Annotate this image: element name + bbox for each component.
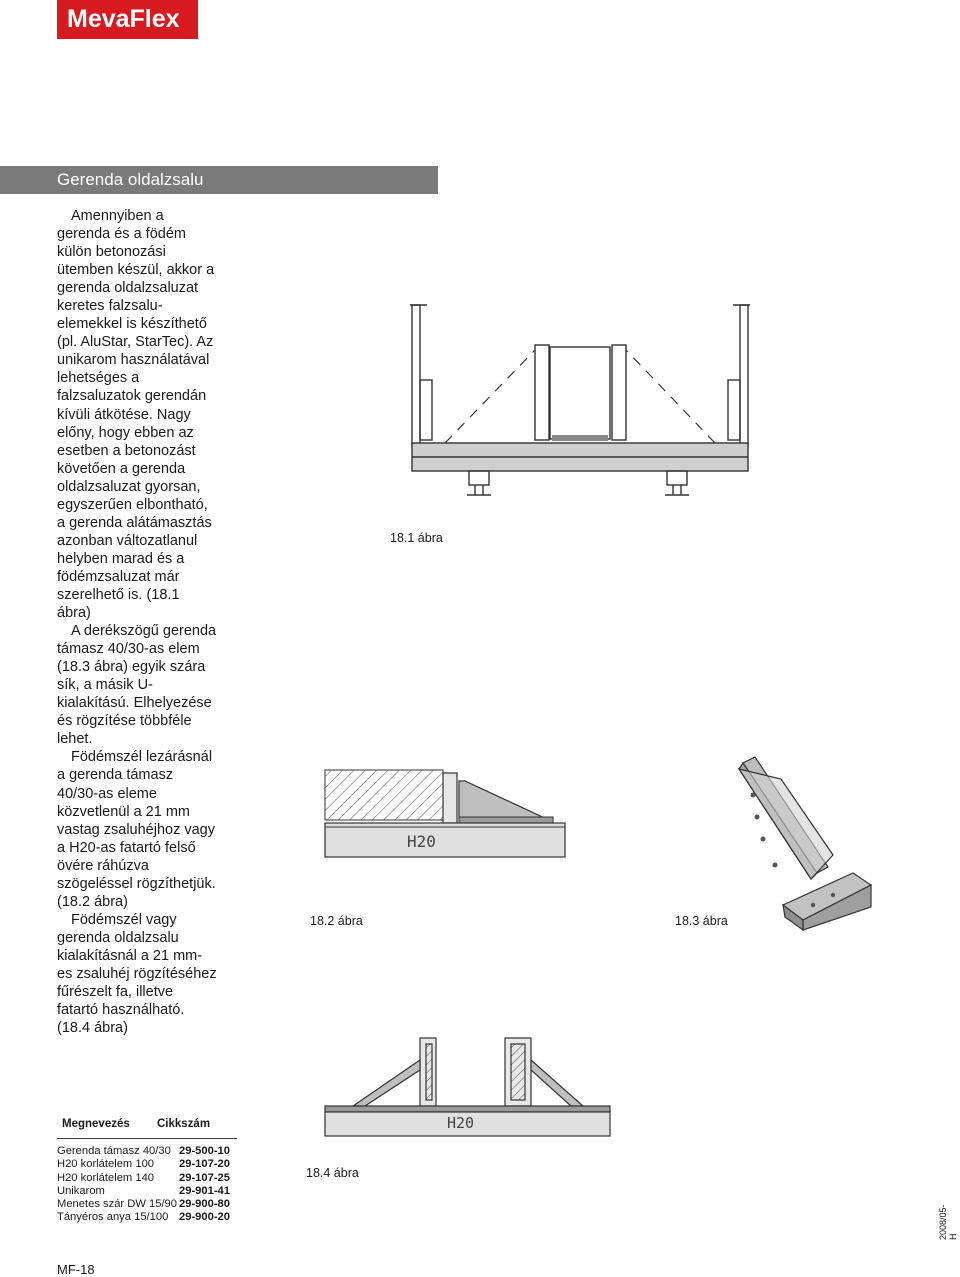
- figure-18-4-drawing: [325, 1030, 610, 1140]
- parts-row: [57, 1211, 230, 1224]
- part-code: 29-900-80: [179, 1198, 231, 1211]
- parts-row: [57, 1185, 230, 1198]
- figure-18-3-caption: 18.3 ábra: [675, 914, 728, 928]
- figure-18-3-drawing: [733, 755, 878, 935]
- paragraph-4: Födémszél vagy gerenda oldalzsalu kialakításnál a 21 mm-es zsaluhéj rögzítéséhez fűrészelt fa, illetve fatartó használható. (18.4 ábra): [57, 911, 217, 1037]
- part-code: 29-107-25: [179, 1171, 231, 1184]
- part-code: 29-107-20: [179, 1158, 231, 1171]
- part-code: 29-900-20: [179, 1211, 231, 1224]
- paragraph-1: Amennyiben a gerenda és a födém külön betonozási ütemben készül, akkor a gerenda oldalzsaluzat keretes falzsalu-elemekkel is készíthető (pl. AluStar, StarTec). Az unikarom használatával lehetséges a falzsaluzatok gerendán kívüli átkötése. Nagy előny, hogy ebben az esetben a betonozást követően a gerenda oldalzsaluzat gyorsan, egyszerűen elbontható, a gerenda alátámasztás azonban változatlanul helyben marad és a födémzsaluzat már szerelhető is. (18.1 ábra): [57, 208, 215, 622]
- section-title: Gerenda oldalzsalu: [57, 170, 204, 189]
- part-code: 29-901-41: [179, 1184, 231, 1197]
- parts-list: [57, 1145, 230, 1225]
- part-name: Gerenda támasz 40/30: [57, 1145, 171, 1157]
- figure-18-2-caption: 18.2 ábra: [310, 914, 363, 928]
- part-name: Unikarom: [57, 1184, 105, 1197]
- part-name: H20 korlátelem 100: [57, 1158, 155, 1171]
- document-code: 2008/05-H: [938, 1204, 958, 1240]
- figure-18-4-caption: 18.4 ábra: [306, 1166, 359, 1180]
- parts-row: [57, 1145, 230, 1158]
- figure-18-2-drawing: [325, 765, 565, 865]
- table-header-code: Cikkszám: [157, 1118, 211, 1130]
- figure-18-2-beam-label: H20: [407, 832, 436, 851]
- part-name: Menetes szár DW 15/90: [57, 1198, 178, 1211]
- figure-18-4-beam-label: H20: [447, 1114, 475, 1132]
- table-divider: [57, 1138, 237, 1139]
- part-code: 29-500-10: [179, 1145, 231, 1157]
- table-header-name: Megnevezés: [62, 1118, 130, 1130]
- part-name: Tányéros anya 15/100: [57, 1211, 169, 1224]
- paragraph-3: Födémszél lezárásnál a gerenda támasz 40/30-as eleme közvetlenül a 21 mm vastag zsaluhéjhoz vagy a H20-as fatartó felső övére ráhúzva szögeléssel rögzíthetjük. (18.2 ábra): [57, 749, 216, 910]
- parts-row: [57, 1172, 230, 1185]
- parts-row: [57, 1198, 230, 1211]
- paragraph-2: A derékszögű gerenda támasz 40/30-as elem (18.3 ábra) egyik szára sík, a másik U-kialakítású. Elhelyezése és rögzítése többféle lehet.: [57, 623, 217, 748]
- parts-row: [57, 1158, 230, 1171]
- section-title-bar: [0, 166, 438, 194]
- part-name: H20 korlátelem 140: [57, 1171, 155, 1184]
- brand-logo: MevaFlex: [57, 0, 198, 39]
- body-text: [57, 207, 217, 1037]
- figure-18-1-caption: 18.1 ábra: [390, 531, 443, 545]
- figure-18-1-drawing: [405, 295, 755, 500]
- page-number: MF-18: [57, 1262, 95, 1277]
